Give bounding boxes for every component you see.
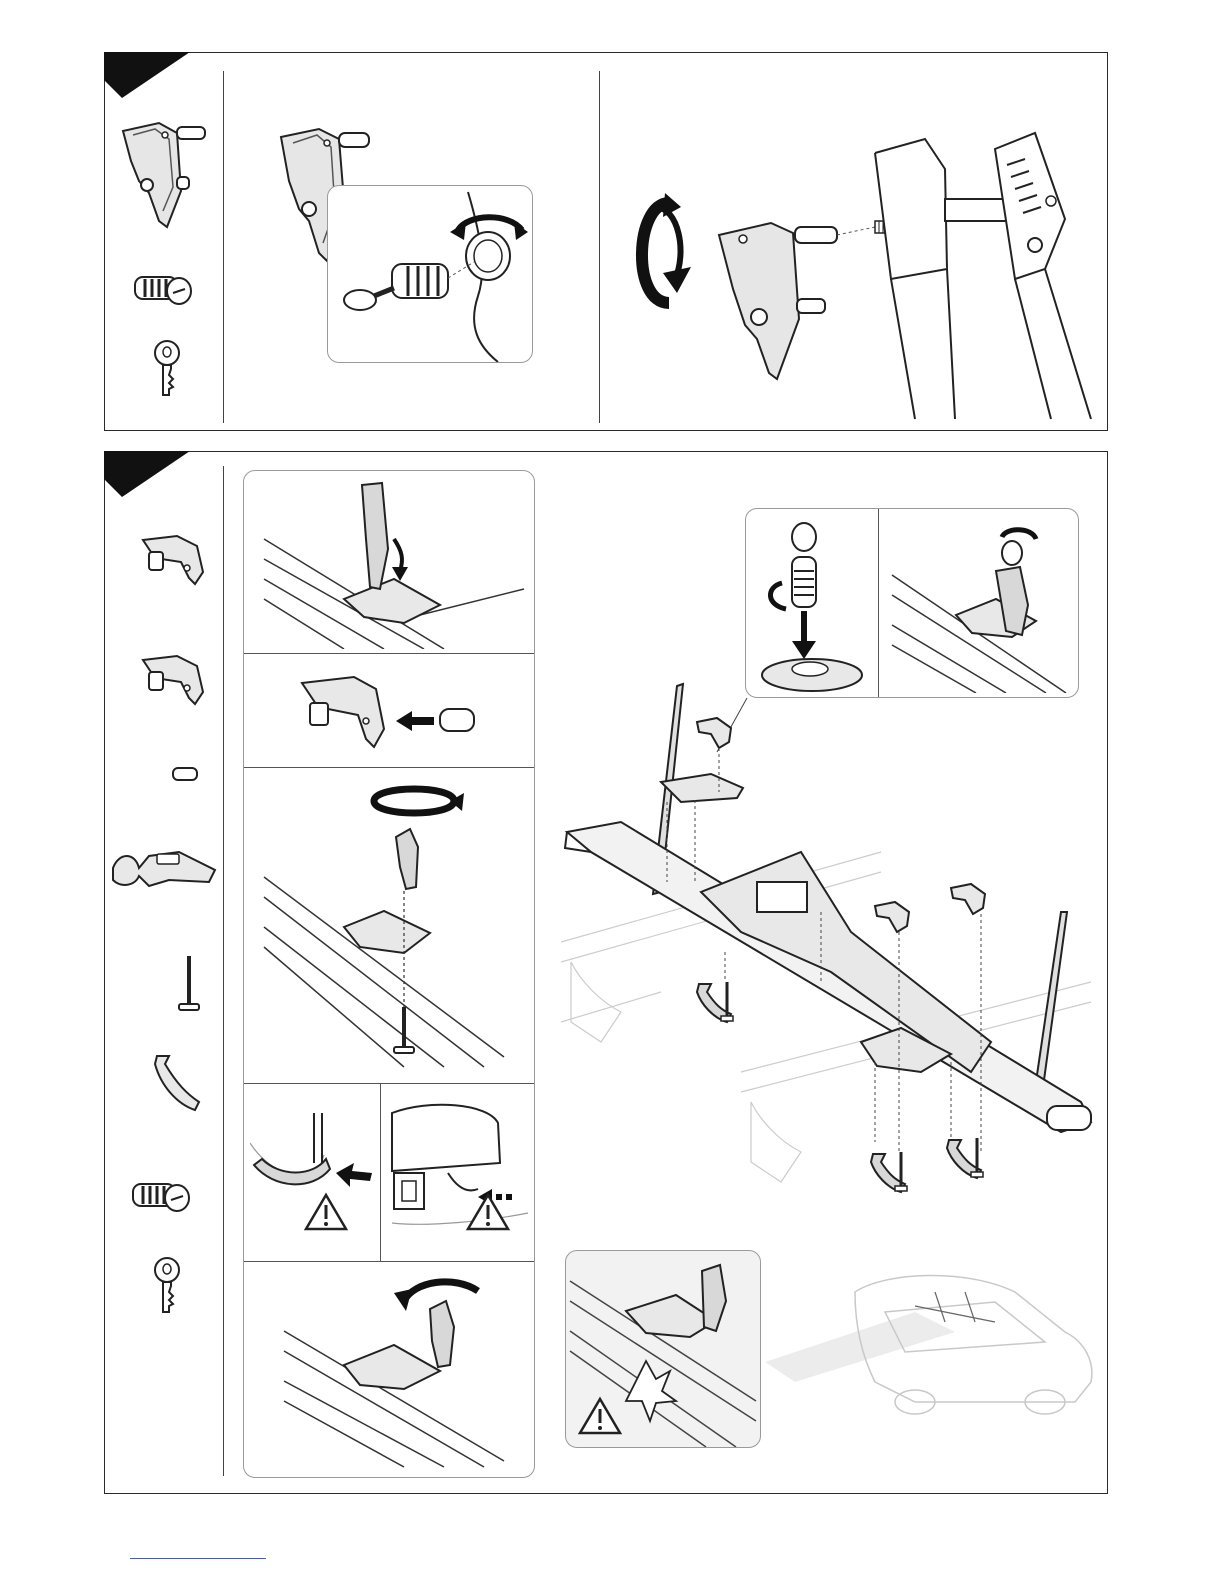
substep-insert-spacer	[294, 667, 494, 757]
warning-panel	[565, 1250, 761, 1448]
section-step-2	[104, 451, 1108, 1494]
parts-divider	[223, 71, 224, 423]
step-2-badge	[104, 451, 194, 499]
lock-cylinder-icon	[129, 1178, 195, 1218]
lock-insert-illustration	[328, 186, 533, 363]
warning-triangle-icon	[306, 1195, 346, 1229]
u-clamp-icon	[147, 1050, 207, 1114]
substep-clamp-left	[250, 1093, 376, 1253]
wheel-holder-icon	[119, 121, 209, 231]
detail-panel-lock-insert	[327, 185, 533, 363]
detail-panel-lock	[745, 508, 1079, 698]
warning-triangle-icon	[468, 1195, 508, 1229]
key-insert-illustration	[752, 515, 876, 693]
rotate-arrow-icon	[625, 193, 695, 313]
cup-icon	[135, 532, 209, 588]
key-icon	[147, 339, 187, 399]
warning-illustration	[566, 1251, 761, 1448]
step-divider	[599, 71, 600, 423]
substep-bolt-bracket	[254, 777, 534, 1077]
lock-cylinder-icon	[131, 271, 195, 311]
footer-link-underline[interactable]	[130, 1558, 266, 1559]
section-step-1	[104, 52, 1108, 431]
assembly-overview-illustration	[561, 682, 1101, 1222]
bracket-icon	[109, 846, 219, 896]
substep-clamp-right	[388, 1093, 530, 1253]
substep-tighten	[254, 1271, 534, 1471]
substep-mount-bracket	[254, 479, 534, 649]
left-arrow-icon	[396, 711, 434, 731]
locked-bracket-illustration	[886, 515, 1076, 693]
steps-panel	[243, 470, 535, 1478]
t-bolt-icon	[177, 952, 203, 1014]
bike-frame-illustration	[715, 129, 1105, 429]
spacer-icon	[171, 764, 201, 784]
car-illustration	[765, 1252, 1105, 1472]
cup-icon	[135, 652, 209, 708]
parts-divider	[223, 466, 224, 1476]
warning-triangle-icon	[580, 1399, 620, 1433]
key-icon	[147, 1256, 187, 1316]
step-1-badge	[104, 52, 194, 100]
